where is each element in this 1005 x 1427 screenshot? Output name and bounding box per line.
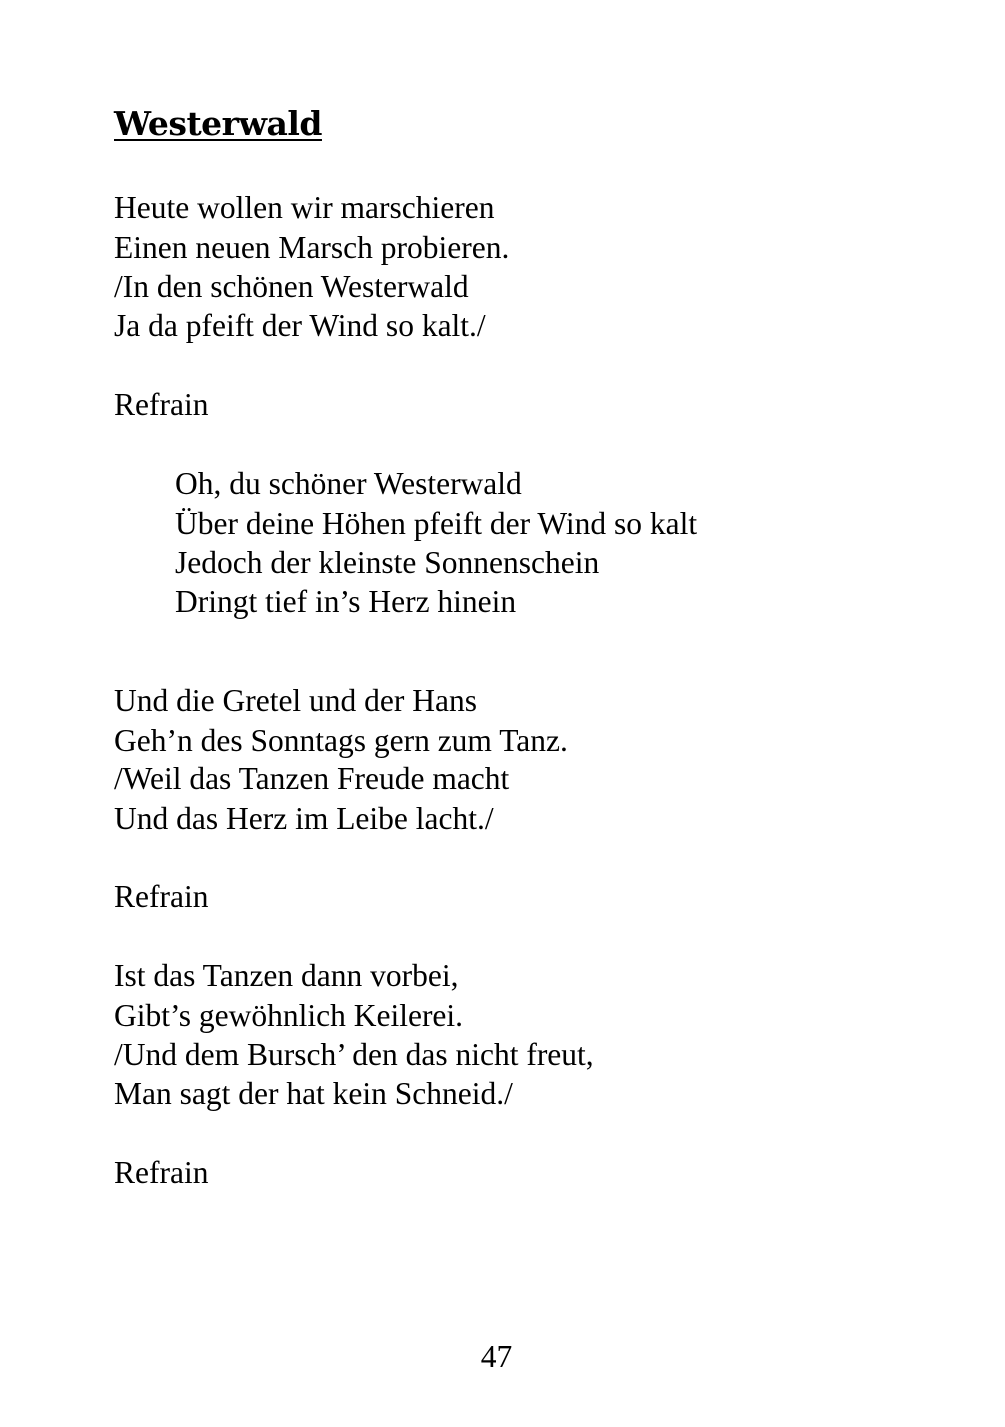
page-number: 47 (480, 1339, 513, 1374)
verse-2-line-4: Und das Herz im Leibe lacht./ (114, 801, 494, 836)
verse-2-line-1: Und die Gretel und der Hans (114, 683, 478, 718)
verse-1-line-2: Einen neuen Marsch probieren. (114, 230, 510, 265)
refrain-label: Refrain (114, 387, 209, 422)
verse-1-line-4: Ja da pfeift der Wind so kalt./ (114, 308, 486, 343)
verse-2-line-2: Geh’n des Sonntags gern zum Tanz. (114, 723, 568, 758)
verse-1-line-3: /In den schönen Westerwald (114, 269, 469, 304)
song-title: Westerwald (114, 104, 322, 143)
verse-3-line-3: /Und dem Bursch’ den das nicht freut, (114, 1037, 594, 1072)
refrain-line-2: Über deine Höhen pfeift der Wind so kalt (175, 506, 698, 541)
refrain-label-3: Refrain (114, 1155, 209, 1190)
verse-3-line-2: Gibt’s gewöhnlich Keilerei. (114, 998, 464, 1033)
refrain-line-1: Oh, du schöner Westerwald (175, 466, 522, 501)
verse-3-line-4: Man sagt der hat kein Schneid./ (114, 1076, 513, 1111)
refrain-label-2: Refrain (114, 879, 209, 914)
verse-3-line-1: Ist das Tanzen dann vorbei, (114, 958, 459, 993)
verse-2-line-3: /Weil das Tanzen Freude macht (114, 761, 510, 796)
refrain-line-4: Dringt tief in’s Herz hinein (175, 584, 517, 619)
refrain-line-3: Jedoch der kleinste Sonnenschein (175, 545, 600, 580)
verse-1-line-1: Heute wollen wir marschieren (114, 190, 495, 225)
